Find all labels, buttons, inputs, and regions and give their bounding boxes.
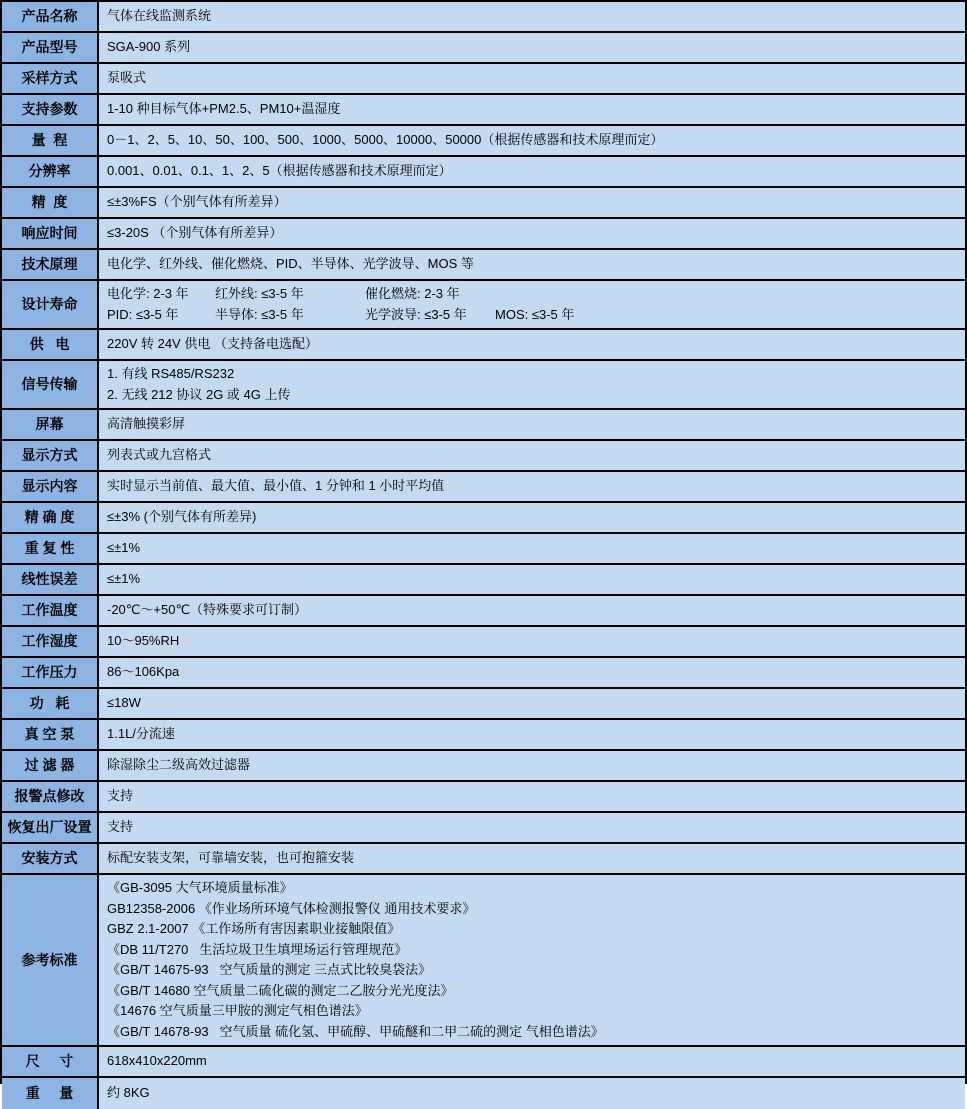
value-segment: MOS: ≤3-5 年 xyxy=(495,306,575,322)
table-row xyxy=(2,596,965,627)
value-line: 气体在线监测系统 xyxy=(107,8,212,24)
row-label-cell: 产品型号 xyxy=(2,33,99,62)
value-line: 1. 有线 RS485/RS232 xyxy=(107,366,235,381)
row-label-cell: 尺 寸 xyxy=(2,1047,99,1076)
row-label-cell: 采样方式 xyxy=(2,64,99,93)
value-line: 《GB/T 14678-93 空气质量 硫化氢、甲硫醇、甲硫醚和二甲二硫的测定 气相色谱法》 xyxy=(107,1023,604,1039)
row-label-cell: 功 耗 xyxy=(2,689,99,718)
table-row xyxy=(2,33,965,64)
row-label-cell: 线性误差 xyxy=(2,565,99,594)
value-line: GBZ 2.1-2007 《工作场所有害因素职业接触限值》 xyxy=(107,921,401,936)
row-label-cell: 响应时间 xyxy=(2,219,99,248)
table-row xyxy=(2,410,965,441)
row-label-cell: 安装方式 xyxy=(2,844,99,873)
row-value-cell xyxy=(99,875,965,1045)
table-row xyxy=(2,813,965,844)
table-row xyxy=(2,64,965,95)
value-line: 2. 无线 212 协议 2G 或 4G 上传 xyxy=(107,386,291,402)
table-row xyxy=(2,157,965,188)
value-line xyxy=(107,284,957,305)
value-line: ≤18W xyxy=(107,695,141,711)
value-line: 《DB 11/T270 生活垃圾卫生填埋场运行管理规范》 xyxy=(107,941,408,957)
table-row xyxy=(2,188,965,219)
value-line: ≤±3%FS（个别气体有所差异） xyxy=(107,194,287,210)
row-label-cell: 工作压力 xyxy=(2,658,99,687)
value-line: 列表式或九宫格式 xyxy=(107,447,212,463)
row-label-cell: 参考标准 xyxy=(2,875,99,1045)
row-value-cell xyxy=(99,782,965,811)
row-label-cell: 重 复 性 xyxy=(2,534,99,563)
row-label-cell: 重 量 xyxy=(2,1078,99,1109)
row-value-cell xyxy=(99,689,965,718)
row-label-cell: 屏幕 xyxy=(2,410,99,439)
value-line: 泵吸式 xyxy=(107,70,147,86)
value-line xyxy=(107,305,957,326)
value-segment: 半导体: ≤3-5 年 xyxy=(215,306,304,322)
value-line: SGA-900 系列 xyxy=(107,39,191,55)
table-row xyxy=(2,1047,965,1078)
row-value-cell xyxy=(99,410,965,439)
table-row xyxy=(2,844,965,875)
value-line: ≤±1% xyxy=(107,540,141,556)
row-label-cell: 显示内容 xyxy=(2,472,99,501)
table-row xyxy=(2,751,965,782)
table-row xyxy=(2,875,965,1047)
row-label-cell: 设计寿命 xyxy=(2,281,99,328)
table-row xyxy=(2,565,965,596)
row-label-cell: 产品名称 xyxy=(2,2,99,31)
table-row xyxy=(2,250,965,281)
value-segment: 光学波导: ≤3-5 年 xyxy=(365,306,467,322)
table-row xyxy=(2,720,965,751)
table-row xyxy=(2,782,965,813)
value-line: 电化学、红外线、催化燃烧、PID、半导体、光学波导、MOS 等 xyxy=(107,256,474,272)
table-row xyxy=(2,689,965,720)
table-row xyxy=(2,472,965,503)
value-line: GB12358-2006 《作业场所环境气体检测报警仪 通用技术要求》 xyxy=(107,900,476,916)
value-line: 高清触摸彩屏 xyxy=(107,416,186,432)
value-segment: 红外线: ≤3-5 年 xyxy=(215,286,304,301)
value-line: 《14676 空气质量三甲胺的测定气相色谱法》 xyxy=(107,1003,368,1018)
value-segment: PID: ≤3-5 年 xyxy=(107,306,179,322)
table-row xyxy=(2,126,965,157)
row-value-cell xyxy=(99,627,965,656)
table-row xyxy=(2,1078,965,1109)
value-segment: 电化学: 2-3 年 xyxy=(107,286,189,301)
row-value-cell xyxy=(99,126,965,155)
row-label-cell: 分辨率 xyxy=(2,157,99,186)
value-line: 支持 xyxy=(107,819,134,835)
row-value-cell xyxy=(99,250,965,279)
row-value-cell xyxy=(99,281,965,328)
row-label-cell: 技术原理 xyxy=(2,250,99,279)
row-value-cell xyxy=(99,330,965,359)
table-row xyxy=(2,219,965,250)
value-line: 《GB/T 14675-93 空气质量的测定 三点式比较臭袋法》 xyxy=(107,962,432,977)
row-value-cell xyxy=(99,751,965,780)
row-value-cell xyxy=(99,219,965,248)
table-row xyxy=(2,95,965,126)
value-segment: 催化燃烧: 2-3 年 xyxy=(365,286,460,301)
table-row xyxy=(2,441,965,472)
value-line: ≤3-20S （个别气体有所差异） xyxy=(107,225,283,241)
table-row xyxy=(2,361,965,410)
row-value-cell xyxy=(99,157,965,186)
value-line: 除湿除尘二级高效过滤器 xyxy=(107,757,251,773)
table-row xyxy=(2,658,965,689)
row-label-cell: 量 程 xyxy=(2,126,99,155)
row-value-cell xyxy=(99,534,965,563)
row-label-cell: 过 滤 器 xyxy=(2,751,99,780)
row-label-cell: 支持参数 xyxy=(2,95,99,124)
value-line: 标配安装支架，可靠墙安装，也可抱箍安装 xyxy=(107,850,355,866)
value-line: 支持 xyxy=(107,788,134,804)
row-value-cell xyxy=(99,2,965,31)
table-row xyxy=(2,281,965,330)
value-line: 86～106Kpa xyxy=(107,664,180,680)
row-value-cell xyxy=(99,503,965,532)
row-value-cell xyxy=(99,64,965,93)
row-label-cell: 恢复出厂设置 xyxy=(2,813,99,842)
row-label-cell: 工作湿度 xyxy=(2,627,99,656)
table-row xyxy=(2,2,965,33)
row-value-cell xyxy=(99,361,965,408)
row-value-cell xyxy=(99,565,965,594)
row-value-cell xyxy=(99,596,965,625)
table-row xyxy=(2,503,965,534)
table-row xyxy=(2,330,965,361)
row-label-cell: 报警点修改 xyxy=(2,782,99,811)
value-line: 0.001、0.01、0.1、1、2、5（根据传感器和技术原理而定） xyxy=(107,163,452,179)
row-value-cell xyxy=(99,95,965,124)
value-line: ≤±1% xyxy=(107,571,141,587)
row-value-cell xyxy=(99,844,965,873)
value-line: 1-10 种目标气体+PM2.5、PM10+温湿度 xyxy=(107,101,341,117)
row-value-cell xyxy=(99,1047,965,1076)
row-label-cell: 真 空 泵 xyxy=(2,720,99,749)
row-value-cell xyxy=(99,813,965,842)
value-line: 约 8KG xyxy=(107,1085,150,1101)
value-line: 《GB/T 14680 空气质量二硫化碳的测定二乙胺分光光度法》 xyxy=(107,982,454,998)
row-value-cell xyxy=(99,188,965,217)
value-line: 10～95%RH xyxy=(107,633,180,649)
row-label-cell: 信号传输 xyxy=(2,361,99,408)
table-row xyxy=(2,534,965,565)
row-label-cell: 精 确 度 xyxy=(2,503,99,532)
row-value-cell xyxy=(99,441,965,470)
row-label-cell: 显示方式 xyxy=(2,441,99,470)
value-line: 《GB-3095 大气环境质量标准》 xyxy=(107,880,293,895)
row-label-cell: 精 度 xyxy=(2,188,99,217)
value-line: 实时显示当前值、最大值、最小值、1 分钟和 1 小时平均值 xyxy=(107,478,445,494)
value-line: 618x410x220mm xyxy=(107,1053,207,1069)
value-line: 220V 转 24V 供电 （支持备电选配） xyxy=(107,336,318,352)
row-value-cell xyxy=(99,720,965,749)
row-value-cell xyxy=(99,658,965,687)
row-value-cell xyxy=(99,33,965,62)
row-label-cell: 供 电 xyxy=(2,330,99,359)
value-line: 1.1L/分流速 xyxy=(107,726,175,742)
table-row xyxy=(2,627,965,658)
row-value-cell xyxy=(99,472,965,501)
row-label-cell: 工作温度 xyxy=(2,596,99,625)
row-value-cell xyxy=(99,1078,965,1109)
value-line: -20℃～+50℃（特殊要求可订制） xyxy=(107,602,308,618)
value-line: ≤±3% (个别气体有所差异) xyxy=(107,509,257,525)
value-line: 0－1、2、5、10、50、100、500、1000、5000、10000、50000（根据传感器和技术原理而定） xyxy=(107,132,664,148)
